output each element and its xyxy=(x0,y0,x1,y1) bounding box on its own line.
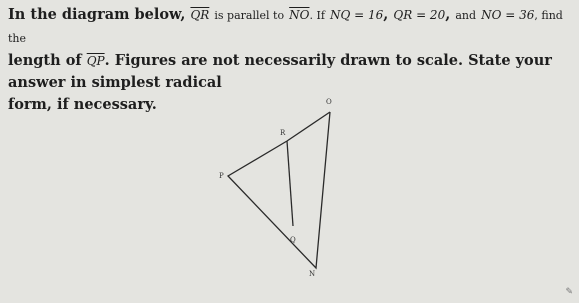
segment-rq xyxy=(287,141,293,226)
problem-text: . Figures are not necessarily drawn to scale. State your answer in simplest radical xyxy=(8,52,552,91)
segment-po xyxy=(287,112,330,141)
label-r: R xyxy=(280,129,286,137)
problem-text: form, if necessary. xyxy=(8,96,157,113)
problem-text: . If xyxy=(309,9,325,22)
segment-qp: $\overline{QP}$ xyxy=(86,54,105,68)
label-n: N xyxy=(309,270,316,278)
problem-text: and xyxy=(455,9,476,22)
given-qr: QR = 20 xyxy=(393,8,446,22)
problem-text: length of xyxy=(8,52,82,69)
given-nq: NQ = 16 xyxy=(329,8,384,22)
segment-qr: $\overline{QR}$ xyxy=(190,8,210,22)
label-o: O xyxy=(326,98,332,106)
pencil-icon: ✎ xyxy=(565,287,573,297)
problem-text: , find the xyxy=(8,9,563,45)
label-p: P xyxy=(219,172,224,180)
problem-text: is parallel to xyxy=(214,9,285,22)
label-q: Q xyxy=(290,236,296,244)
segment-no: $\overline{NO}$ xyxy=(289,8,310,22)
triangle-outline xyxy=(228,112,330,268)
problem-text: In the diagram below, xyxy=(8,6,186,23)
problem-line-1: In the diagram below, $\overline{QR}$ is parallel to $\overline{NO}$. If NQ = 16, QR = 20, and NO = 36, find the xyxy=(8,6,563,45)
given-no: NO = 36 xyxy=(481,8,535,22)
